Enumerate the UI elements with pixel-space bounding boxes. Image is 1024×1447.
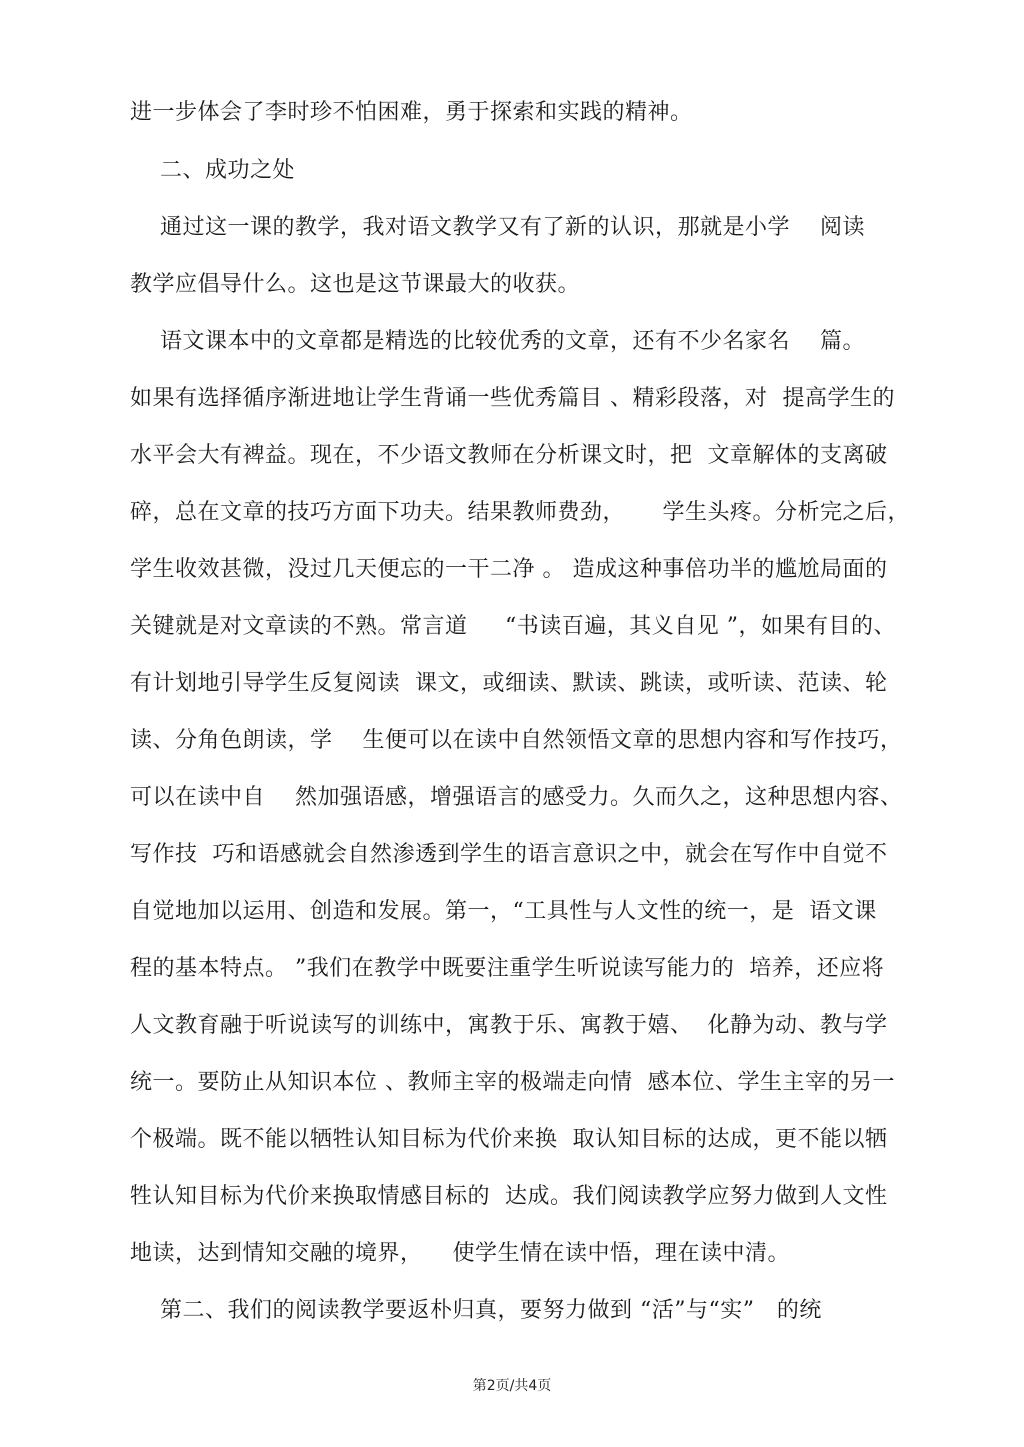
text-line: 自觉地加以运用、创造和发展。第一，“工具性与人文性的统一，是 语文课 [130,899,877,924]
text-line: 地读，达到情知交融的境界， 使学生情在读中悟，理在读中清。 [130,1241,790,1266]
text-line: 写作技 巧和语感就会自然渗透到学生的语言意识之中，就会在写作中自觉不 [130,842,888,867]
text-line: 统一。要防止从知识本位 、教师主宰的极端走向情 感本位、学生主宰的另一 [130,1070,895,1095]
text-line: 水平会大有裨益。现在，不少语文教师在分析课文时，把 文章解体的支离破 [130,443,888,468]
text-line: 有计划地引导学生反复阅读 课文，或细读、默读、跳读，或听读、范读、轮 [130,671,888,696]
text-line: 碎，总在文章的技巧方面下功夫。结果教师费劲， 学生头疼。分析完之后， [130,500,910,525]
text-line: 个极端。既不能以牺牲认知目标为代价来换 取认知目标的达成，更不能以牺 [130,1127,888,1152]
text-line: 进一步体会了李时珍不怕困难，勇于探索和实践的精神。 [130,100,693,125]
section-heading: 二、成功之处 [130,158,295,183]
text-line: 可以在读中自 然加强语感，增强语言的感受力。久而久之，这种思想内容、 [130,785,903,810]
text-line: 通过这一课的教学，我对语文教学又有了新的认识，那就是小学 阅读 [130,215,865,240]
text-line: 第二、我们的阅读教学要返朴归真，要努力做到 “活”与“实” 的统 [130,1298,822,1323]
text-line: 教学应倡导什么。这也是这节课最大的收获。 [130,272,581,297]
text-line: 读、分角色朗读，学 生便可以在读中自然领悟文章的思想内容和写作技巧， [130,728,903,753]
page-number: 第2页/共4页 [472,1378,552,1394]
text-line: 关键就是对文章读的不熟。常言道 “书读百遍，其义自见 ”，如果有目的、 [130,614,896,639]
text-line: 学生收效甚微，没过几天便忘的一干二净 。 造成这种事倍功半的尴尬局面的 [130,557,888,582]
text-line: 人文教育融于听说读写的训练中，寓教于乐、寓教于嬉、 化静为动、教与学 [130,1013,888,1038]
text-line: 程的基本特点。 ”我们在教学中既要注重学生听说读写能力的 培养，还应将 [130,956,885,981]
text-line: 牲认知目标为代价来换取情感目标的 达成。我们阅读教学应努力做到人文性 [130,1184,888,1209]
text-line: 如果有选择循序渐进地让学生背诵一些优秀篇目 、精彩段落，对 提高学生的 [130,386,895,411]
text-line: 语文课本中的文章都是精选的比较优秀的文章，还有不少名家名 篇。 [130,329,865,354]
